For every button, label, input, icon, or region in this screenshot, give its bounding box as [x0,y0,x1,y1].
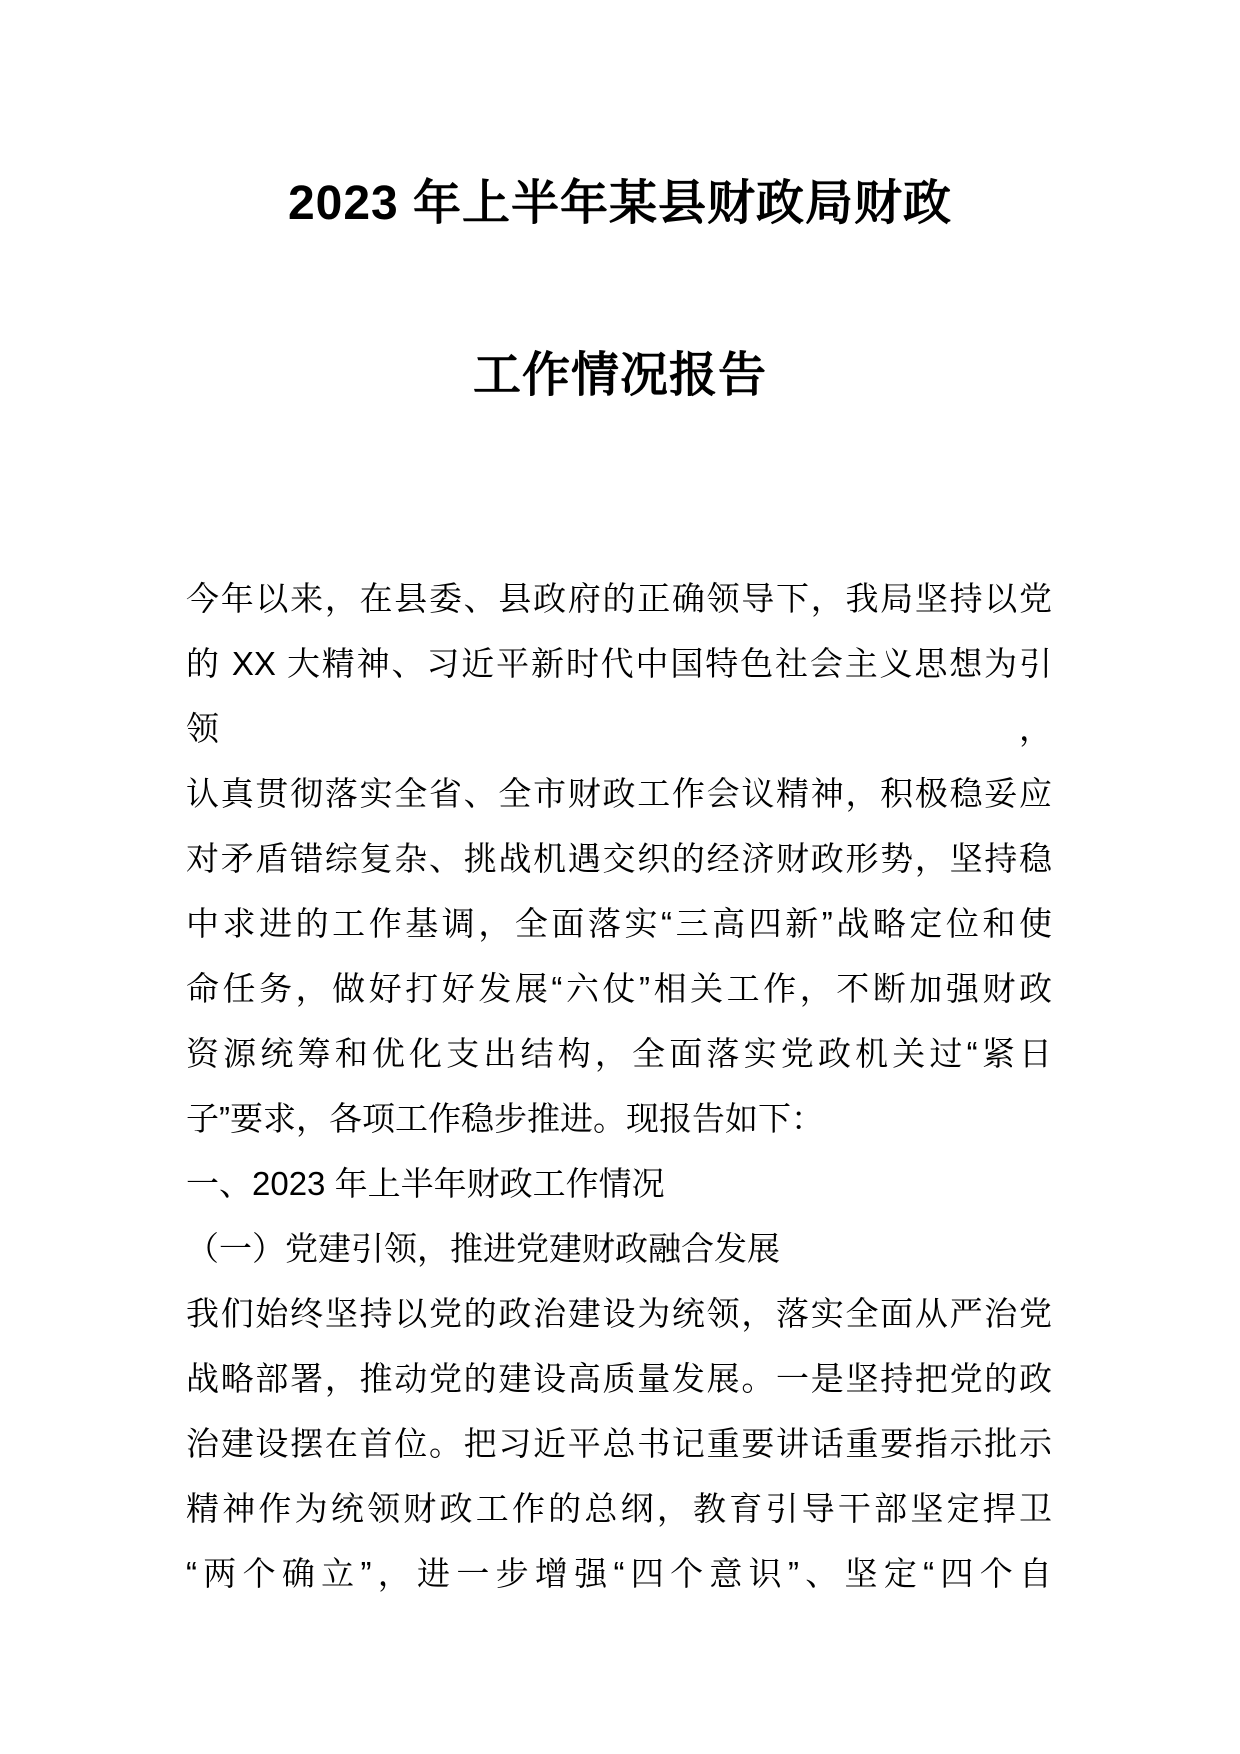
title-line-1: 2023 年上半年某县财政局财政 [287,177,953,230]
body-line: 命任务，做好打好发展“六仗”相关工作，不断加强财政 [186,970,1052,1007]
body-line: 对矛盾错综复杂、挑战机遇交织的经济财政形势，坚持稳 [186,840,1052,877]
body-line: 中求进的工作基调，全面落实“三高四新”战略定位和使 [186,905,1052,942]
body-line: 一、2023 年上半年财政工作情况 [186,1165,665,1202]
body-line: 子”要求，各项工作稳步推进。现报告如下： [186,1100,824,1137]
body-line: 精神作为统领财政工作的总纲，教育引导干部坚定捍卫 [186,1490,1052,1527]
document-title [0,176,1240,404]
body-line: 的 XX 大精神、习近平新时代中国特色社会主义思想为引领， [186,645,1052,747]
body-line: 认真贯彻落实全省、全市财政工作会议精神，积极稳妥应 [186,775,1052,812]
body-line: 我们始终坚持以党的政治建设为统领，落实全面从严治党 [186,1295,1052,1332]
body-line: 今年以来，在县委、县政府的正确领导下，我局坚持以党 [186,580,1052,617]
body-line: “两个确立”，进一步增强“四个意识”、坚定“四个自 [186,1555,1052,1592]
body-line: 治建设摆在首位。把习近平总书记重要讲话重要指示批示 [186,1425,1052,1462]
body-line: （一）党建引领，推进党建财政融合发展 [186,1230,780,1267]
body-line: 战略部署，推动党的建设高质量发展。一是坚持把党的政 [186,1360,1052,1397]
body-line: 资源统筹和优化支出结构，全面落实党政机关过“紧日 [186,1035,1052,1072]
document-body [186,566,1052,1606]
title-line-2: 工作情况报告 [472,349,767,402]
